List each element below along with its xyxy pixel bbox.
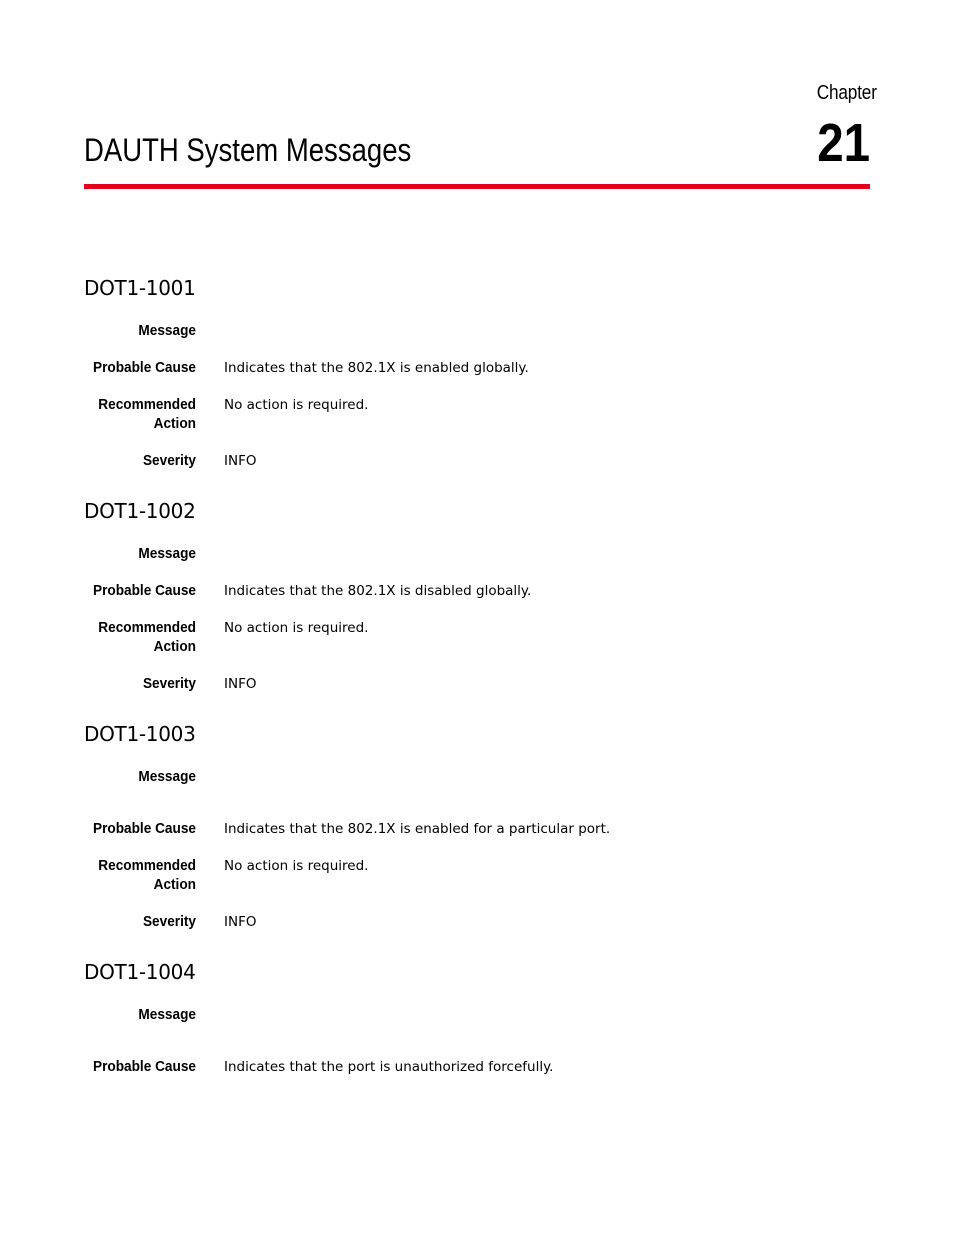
chapter-number: 21 [817,113,870,173]
section-heading-dot1-1002: DOT1-1002 [84,499,196,523]
recommended-action-value: No action is required. [224,397,369,413]
section-heading-dot1-1001: DOT1-1001 [84,276,196,300]
probable-cause-label: Probable Cause [92,1059,196,1075]
recommended-action-label-line2: Action [153,877,196,893]
title-rule [84,184,870,189]
section-heading-dot1-1004: DOT1-1004 [84,960,196,984]
severity-label: Severity [142,914,196,930]
probable-cause-value: Indicates that the 802.1X is enabled globally. [224,360,529,376]
section-heading-dot1-1003: DOT1-1003 [84,722,196,746]
page-title: DAUTH System Messages [84,132,412,168]
severity-value: INFO [224,676,257,692]
recommended-action-label: Recommended [98,397,196,413]
message-label: Message [138,1007,196,1023]
severity-value: INFO [224,914,257,930]
recommended-action-label-line2: Action [153,416,196,432]
chapter-label: Chapter [817,82,877,104]
probable-cause-value: Indicates that the 802.1X is disabled globally. [224,583,532,599]
probable-cause-label: Probable Cause [92,821,196,837]
probable-cause-label: Probable Cause [92,360,196,376]
severity-label: Severity [142,676,196,692]
recommended-action-label-line2: Action [153,639,196,655]
recommended-action-label: Recommended [98,620,196,636]
message-label: Message [138,323,196,339]
recommended-action-value: No action is required. [224,858,369,874]
message-label: Message [138,769,196,785]
severity-value: INFO [224,453,257,469]
probable-cause-label: Probable Cause [92,583,196,599]
recommended-action-value: No action is required. [224,620,369,636]
message-label: Message [138,546,196,562]
severity-label: Severity [142,453,196,469]
probable-cause-value: Indicates that the 802.1X is enabled for a particular port. [224,821,611,837]
probable-cause-value: Indicates that the port is unauthorized forcefully. [224,1059,554,1075]
recommended-action-label: Recommended [98,858,196,874]
